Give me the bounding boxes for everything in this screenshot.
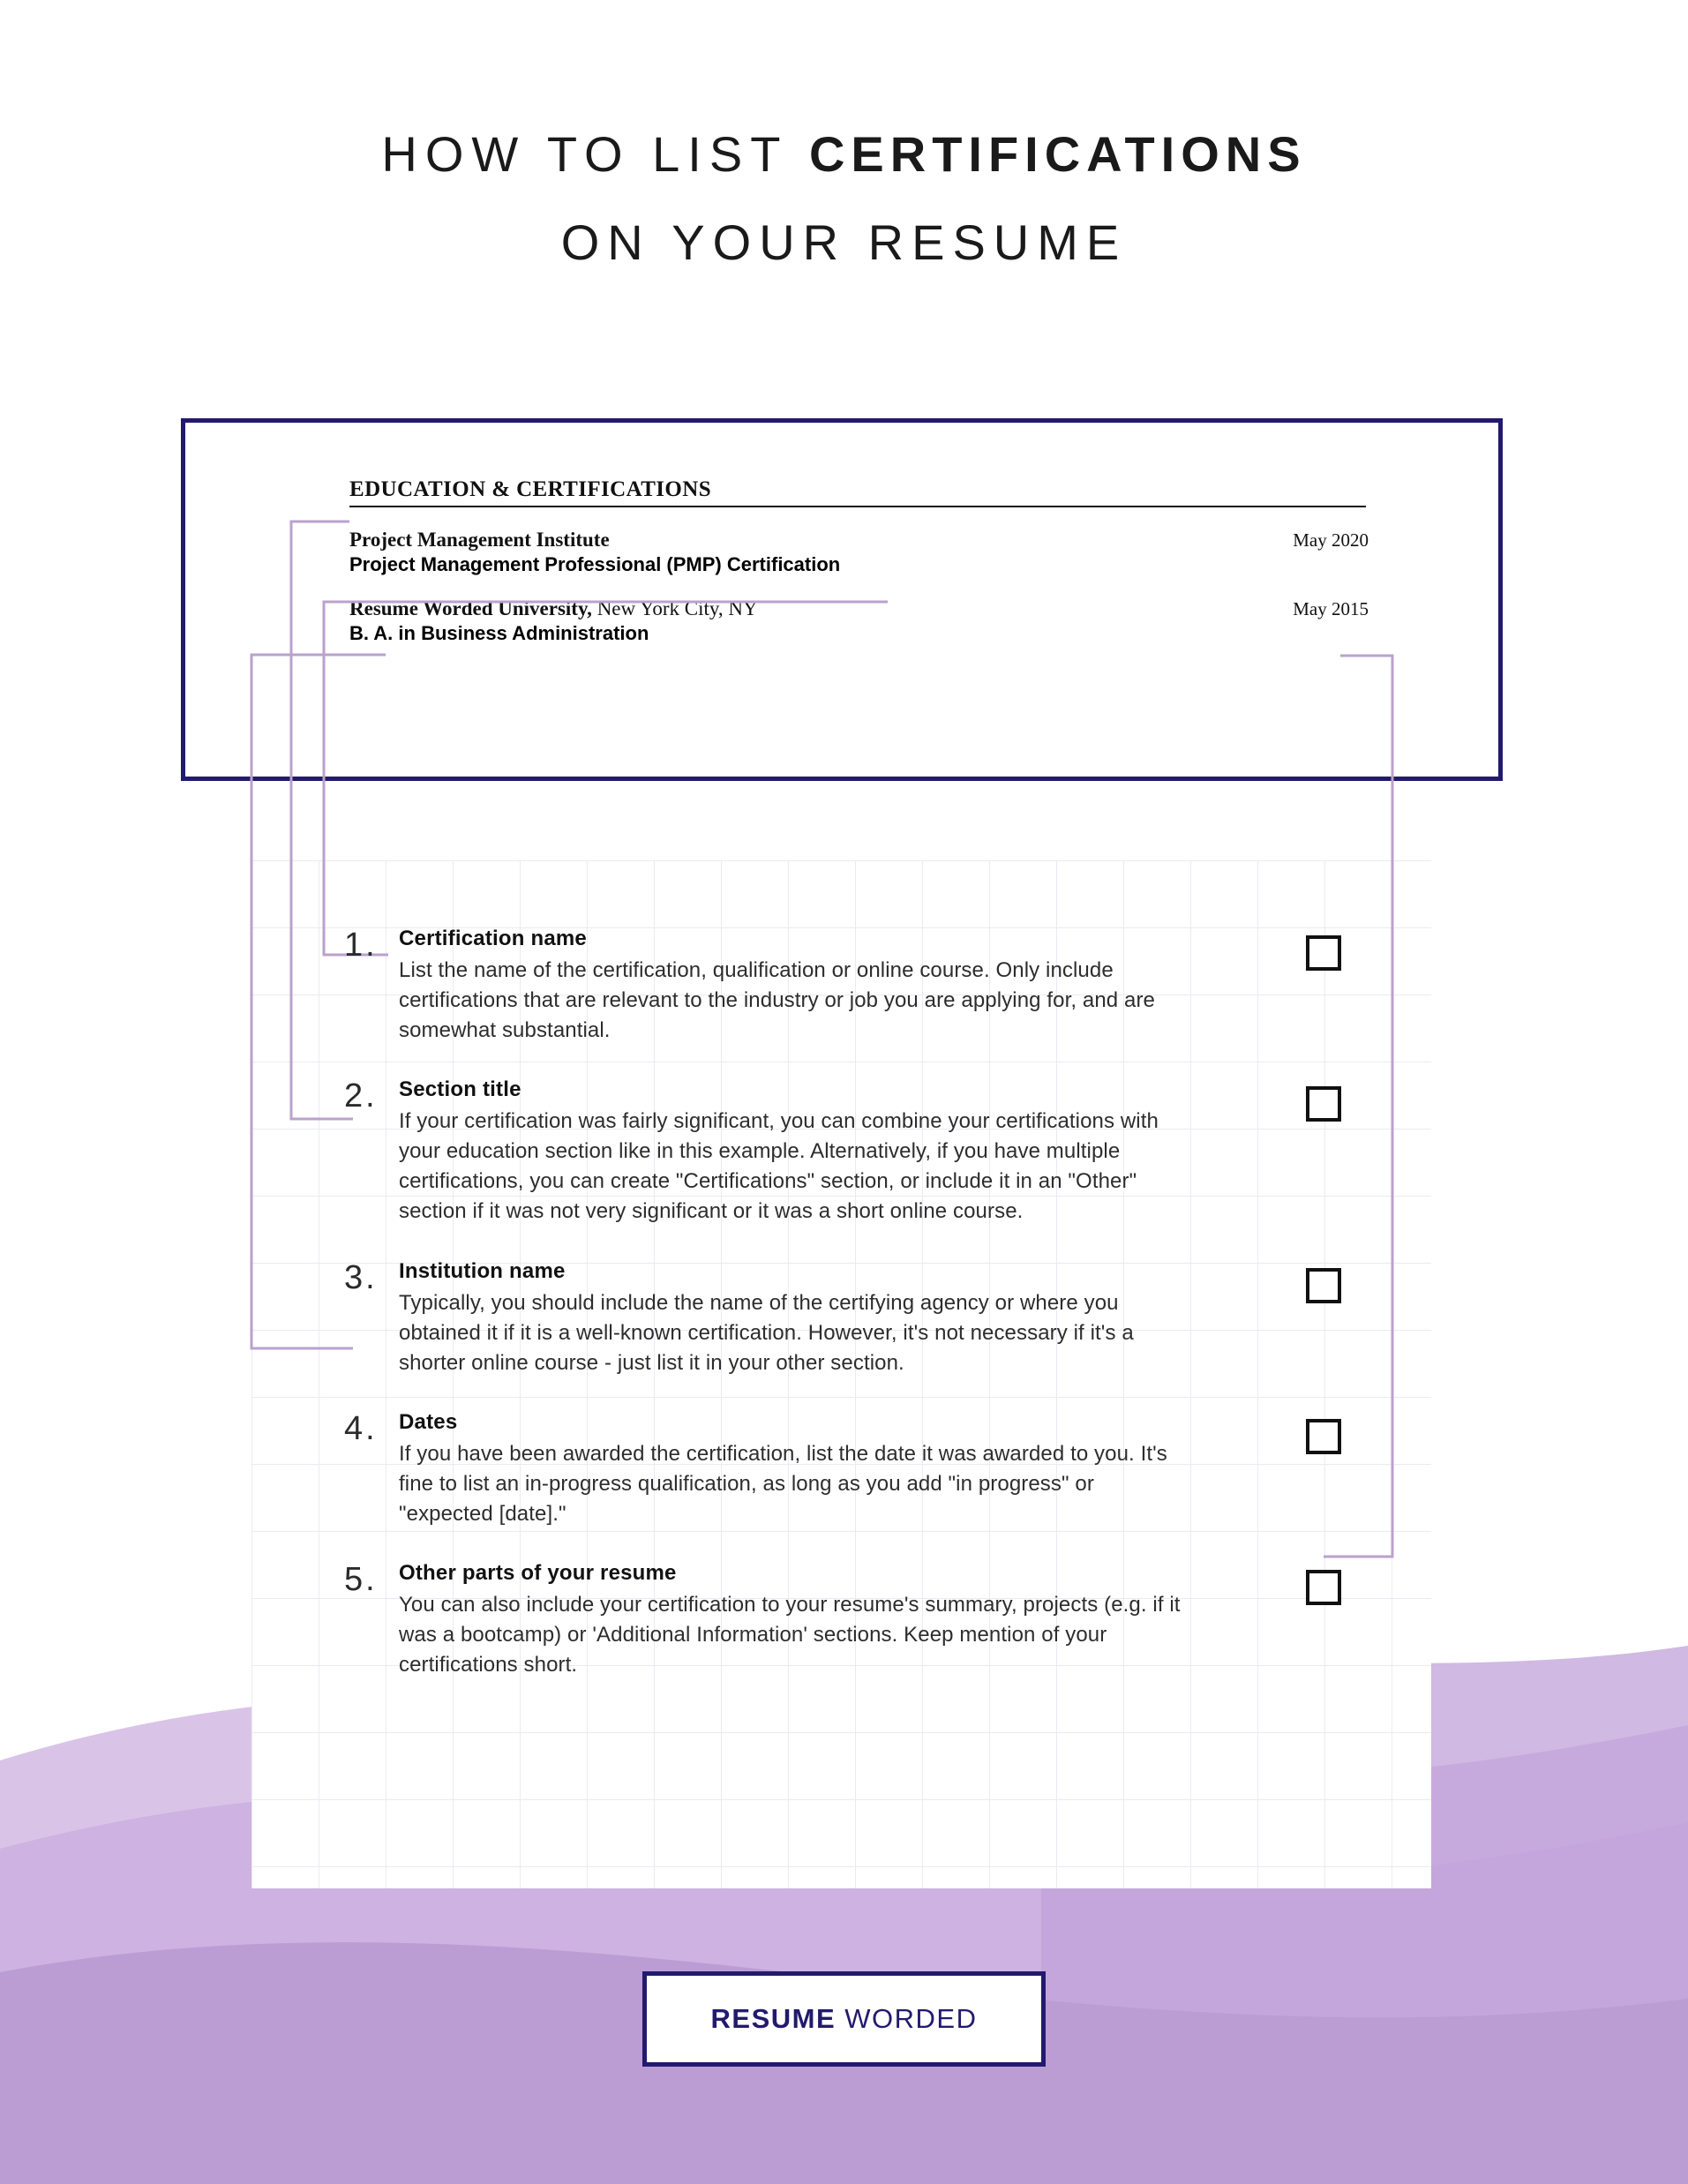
tip-number: 2. xyxy=(344,1077,378,1115)
tip-text: You can also include your certification to your resume's summary, projects (e.g. if it was a bootcamp) or 'Additional Information' sections. Keep mention of your certifications short. xyxy=(399,1593,1181,1677)
tip-item xyxy=(344,1410,1341,1529)
resume-entry-date: May 2015 xyxy=(1293,598,1369,619)
resume-entry-institution: Resume Worded University, xyxy=(349,597,592,619)
tip-item xyxy=(344,1259,1341,1378)
brand-logo-bold: RESUME xyxy=(710,2003,836,2034)
brand-logo-text xyxy=(711,2003,978,2035)
resume-entry-subtitle: B. A. in Business Administration xyxy=(349,622,649,644)
resume-sample-box xyxy=(181,418,1503,781)
tip-text: List the name of the certification, qualification or online course. Only include certifications that are relevant to the industry or job you are applying for, and are somewhat substantial. xyxy=(399,958,1155,1043)
brand-logo-normal: WORDED xyxy=(836,2003,978,2034)
tip-number: 4. xyxy=(344,1409,378,1447)
resume-entry xyxy=(349,529,1369,576)
tip-number: 5. xyxy=(344,1561,378,1599)
title-line-1-bold: CERTIFICATIONS xyxy=(808,126,1307,182)
title-line-1 xyxy=(0,124,1688,185)
resume-entry-title: Project Management Institute xyxy=(349,529,610,551)
resume-sample-content xyxy=(349,477,1369,645)
brand-logo[interactable] xyxy=(642,1971,1046,2067)
checkbox[interactable] xyxy=(1306,1419,1341,1454)
tip-title: Section title xyxy=(399,1077,521,1102)
tip-item xyxy=(344,927,1341,1046)
checkbox[interactable] xyxy=(1306,1570,1341,1605)
tip-title: Other parts of your resume xyxy=(399,1561,677,1586)
tip-title: Institution name xyxy=(399,1258,566,1283)
title-line-1-plain: HOW TO LIST xyxy=(381,126,809,182)
tips-list xyxy=(344,927,1341,1712)
tip-item xyxy=(344,1561,1341,1680)
resume-entry-title xyxy=(349,597,758,620)
resume-section-heading: EDUCATION & CERTIFICATIONS xyxy=(349,477,1366,507)
tip-title: Dates xyxy=(399,1409,458,1434)
resume-entry-location: New York City, NY xyxy=(591,597,758,619)
resume-entry-date: May 2020 xyxy=(1293,529,1369,551)
title-line-2: ON YOUR RESUME xyxy=(560,214,1128,270)
tip-title: Certification name xyxy=(399,927,587,950)
tip-number: 1. xyxy=(344,927,378,964)
resume-entry-subtitle: Project Management Professional (PMP) Certification xyxy=(349,553,841,575)
tip-number: 3. xyxy=(344,1258,378,1296)
tip-text: If you have been awarded the certification, list the date it was awarded to you. It's fine to list an in-progress qualification, as long as you add "in progress" or "expected [date]." xyxy=(399,1441,1167,1526)
resume-entry xyxy=(349,597,1369,645)
checkbox[interactable] xyxy=(1306,935,1341,971)
checkbox[interactable] xyxy=(1306,1086,1341,1122)
tip-text: If your certification was fairly significant, you can combine your certifications with your education section like in this example. Alternatively, if you have multiple certifications, you can create "Certifications" section, or include it in an "Other" section if it was not very significant or it was a short online course. xyxy=(399,1109,1159,1224)
tip-item xyxy=(344,1077,1341,1227)
checkbox[interactable] xyxy=(1306,1268,1341,1303)
tip-text: Typically, you should include the name of the certifying agency or where you obtained it if it is a well-known certification. However, it's not necessary if it's a shorter online course - just list it in your other section. xyxy=(399,1290,1134,1375)
page-title xyxy=(0,124,1688,274)
